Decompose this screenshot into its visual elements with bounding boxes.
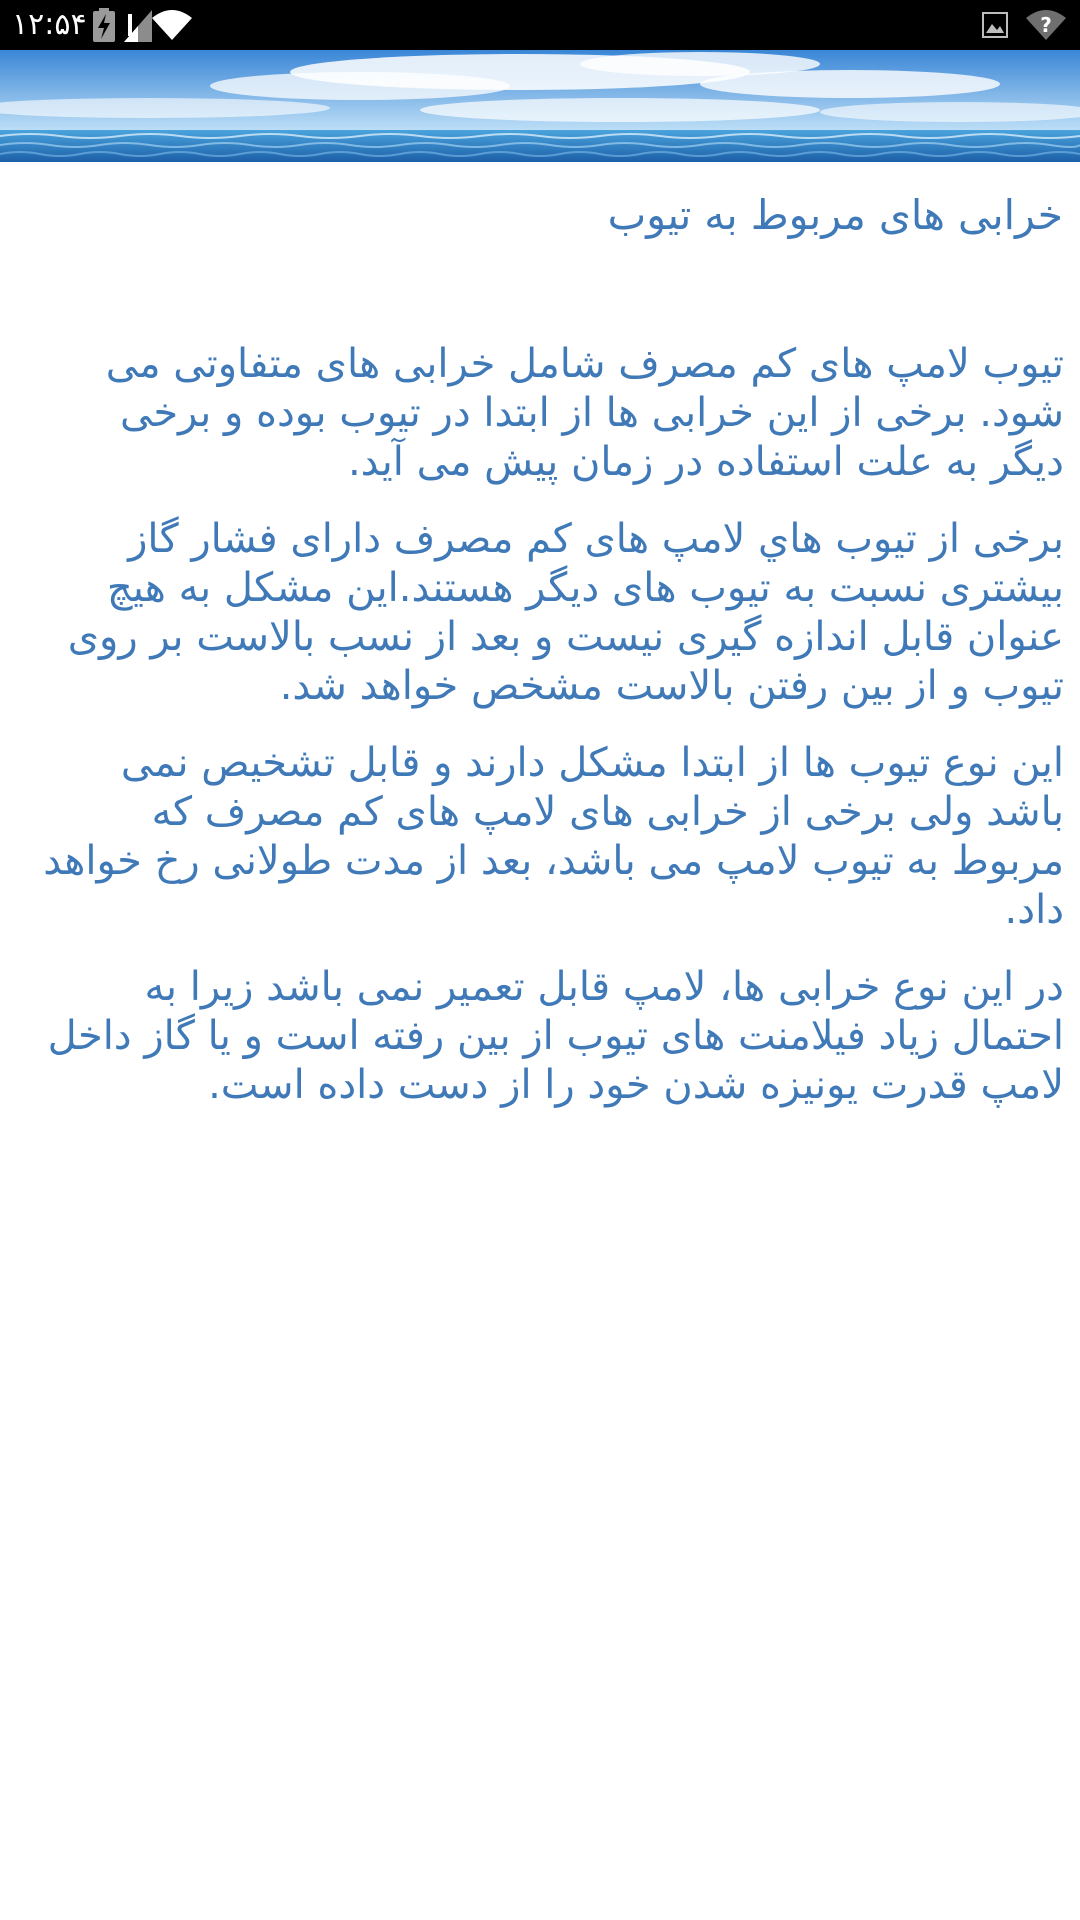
wifi-question-icon: [1026, 8, 1066, 42]
status-time: ۱۲:۵۴: [12, 7, 87, 42]
image-notification-icon: [982, 12, 1008, 46]
article-content: [40, 190, 1064, 1138]
article-title: خرابی های مربوط به تیوب: [607, 191, 1063, 239]
sky-and-sea-banner: [0, 50, 1080, 162]
svg-text:?: ?: [1040, 13, 1052, 37]
battery-charging-icon: [92, 8, 116, 42]
wifi-icon: [152, 8, 192, 42]
signal-icon: [124, 8, 154, 42]
article-paragraph-1: تیوب لامپ های کم مصرف شامل خرابی های متفاوتی می شود. برخی از این خرابی ها از ابتدا در تیوب بوده و برخی دیگر به علت استفاده در زمان پیش می آید.: [105, 341, 1064, 485]
article-paragraph-2: برخی از تیوب هاي لامپ های کم مصرف دارای فشار گاز بیشتری نسبت به تیوب های دیگر هستند.این مشکل به هیچ عنوان قابل اندازه گیری نیست و بعد از نسب بالاست بر روی تیوب و از بین رفتن بالاست مشخص خواهد شد.: [67, 516, 1064, 709]
article-paragraph-3: این نوع تیوب ها از ابتدا مشکل دارند و قابل تشخیص نمی باشد ولی برخی از خرابی های لامپ های کم مصرف که مربوط به تیوب لامپ می باشد، بعد از مدت طولانی رخ خواهد داد.: [43, 740, 1064, 933]
article-paragraph-4: در این نوع خرابی ها، لامپ قابل تعمیر نمی باشد زیرا به احتمال زیاد فیلامنت های تیوب از بین رفته است و یا گاز داخل لامپ قدرت یونیزه شدن خود را از دست داده است.: [47, 964, 1064, 1108]
status-bar: [0, 0, 1080, 50]
